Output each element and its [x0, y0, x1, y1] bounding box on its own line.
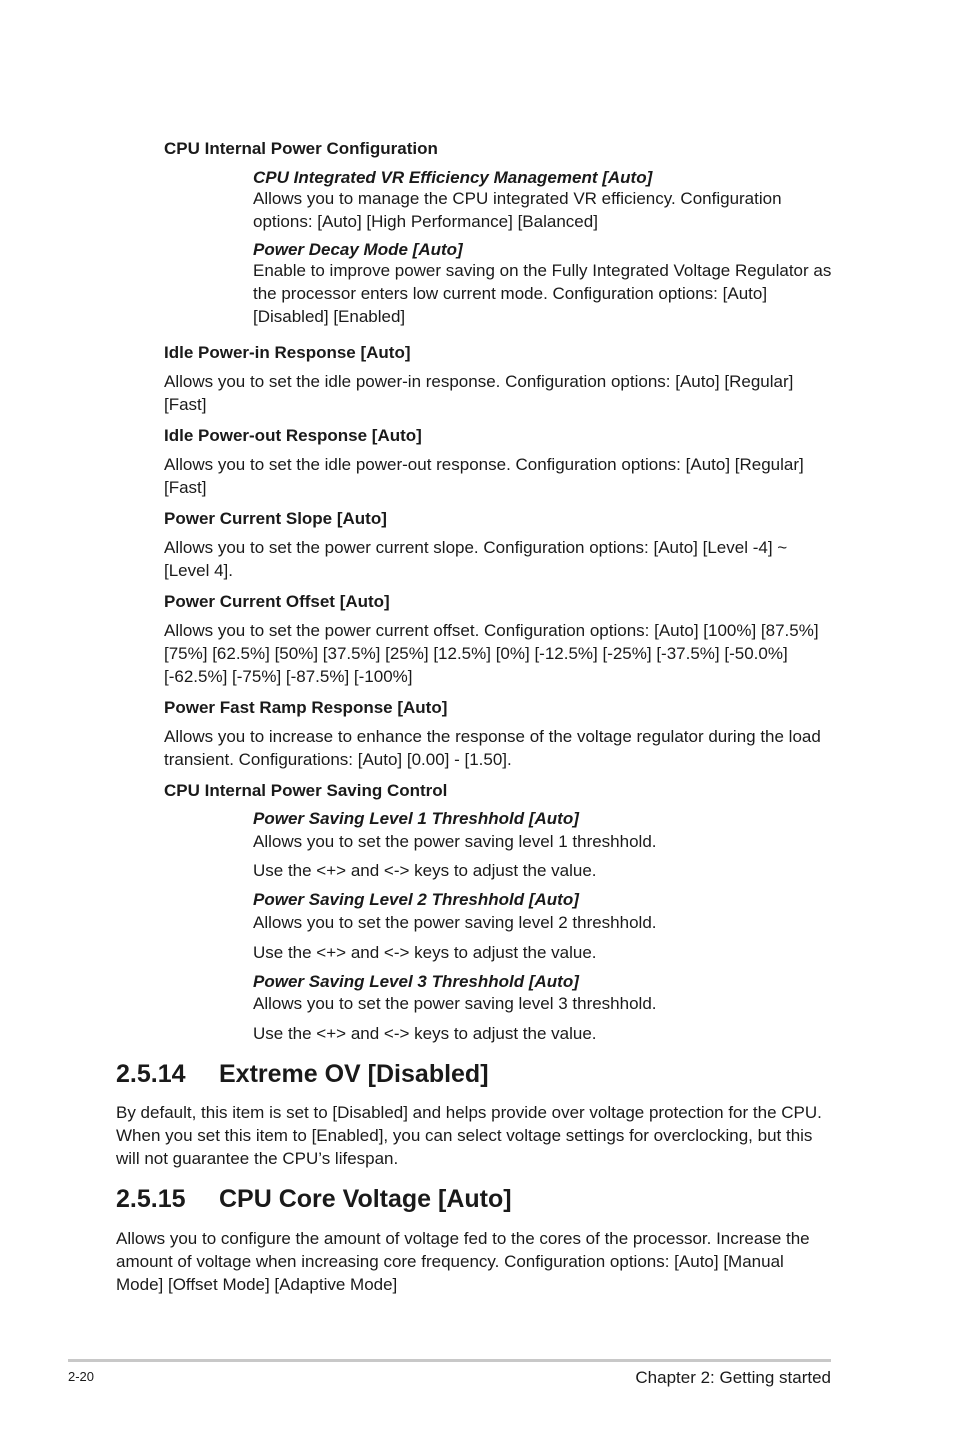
- power-saving-level1-title: Power Saving Level 1 Threshhold [Auto]: [253, 809, 579, 828]
- section-title: CPU Core Voltage [Auto]: [219, 1185, 512, 1213]
- power-saving-level2-body: Allows you to set the power saving level 2 threshhold.: [253, 913, 657, 932]
- idle-power-out-body: Allows you to set the idle power-out response. Configuration options: [Auto] [Regular] [Fast]: [164, 455, 804, 497]
- section-title: Extreme OV [Disabled]: [219, 1060, 489, 1088]
- power-saving-level2-keys: Use the <+> and <-> keys to adjust the value.: [253, 943, 597, 962]
- power-saving-level1-body: Allows you to set the power saving level 1 threshhold.: [253, 832, 657, 851]
- idle-power-in-body: Allows you to set the idle power-in response. Configuration options: [Auto] [Regular] [Fast]: [164, 372, 794, 414]
- chapter-label: Chapter 2: Getting started: [635, 1368, 831, 1387]
- power-saving-level3-keys: Use the <+> and <-> keys to adjust the value.: [253, 1024, 597, 1043]
- section-cpu-internal-power-heading: CPU Internal Power Configuration: [164, 139, 438, 158]
- vr-efficiency-body: Allows you to manage the CPU integrated VR efficiency. Configuration options: [Auto] [High Performance] [Balanced]: [253, 189, 782, 231]
- power-saving-level3-body: Allows you to set the power saving level 3 threshhold.: [253, 994, 657, 1013]
- power-fast-ramp-heading: Power Fast Ramp Response [Auto]: [164, 698, 448, 717]
- power-current-slope-heading: Power Current Slope [Auto]: [164, 509, 387, 528]
- power-current-slope-body: Allows you to set the power current slope. Configuration options: [Auto] [Level -4] ~ [Level 4].: [164, 538, 788, 580]
- power-saving-level1-keys: Use the <+> and <-> keys to adjust the value.: [253, 861, 597, 880]
- section-2-5-15-heading: [116, 1184, 836, 1214]
- section-number: 2.5.15: [116, 1185, 186, 1213]
- footer-divider: [68, 1359, 831, 1362]
- vr-efficiency-title: CPU Integrated VR Efficiency Management [Auto]: [253, 168, 653, 187]
- core-voltage-body: Allows you to configure the amount of voltage fed to the cores of the processor. Increase the amount of voltage when increasing core frequency. Configuration options: [Auto] [Manual Mode] [Offset Mode] [Adaptive Mode]: [116, 1229, 810, 1294]
- idle-power-out-heading: Idle Power-out Response [Auto]: [164, 426, 422, 445]
- power-current-offset-body: Allows you to set the power current offset. Configuration options: [Auto] [100%] [87.5%] [75%] [62.5%] [50%] [37.5%] [25%] [12.5%] [0%] [-12.5%] [-25%] [-37.5%] [-50.0%] [-62.5%] [-75%] [-87.5%] [-100%]: [164, 621, 819, 686]
- power-fast-ramp-body: Allows you to increase to enhance the response of the voltage regulator during the load transient. Configurations: [Auto] [0.00] - [1.50].: [164, 727, 821, 769]
- power-current-offset-heading: Power Current Offset [Auto]: [164, 592, 390, 611]
- power-decay-body: Enable to improve power saving on the Fully Integrated Voltage Regulator as the processor enters low current mode. Configuration options: [Auto] [Disabled] [Enabled]: [253, 261, 832, 326]
- section-number: 2.5.14: [116, 1060, 186, 1088]
- idle-power-in-heading: Idle Power-in Response [Auto]: [164, 343, 411, 362]
- power-saving-level2-title: Power Saving Level 2 Threshhold [Auto]: [253, 890, 579, 909]
- power-saving-level3-title: Power Saving Level 3 Threshhold [Auto]: [253, 972, 579, 991]
- section-2-5-14-heading: [116, 1059, 836, 1089]
- power-decay-title: Power Decay Mode [Auto]: [253, 240, 463, 259]
- cpu-internal-power-saving-heading: CPU Internal Power Saving Control: [164, 781, 448, 800]
- page-number: 2-20: [68, 1369, 95, 1384]
- extreme-ov-body: By default, this item is set to [Disabled] and helps provide over voltage protection for the CPU. When you set this item to [Enabled], you can select voltage settings for overclocking, but this will not guarantee the CPU’s lifespan.: [116, 1103, 822, 1168]
